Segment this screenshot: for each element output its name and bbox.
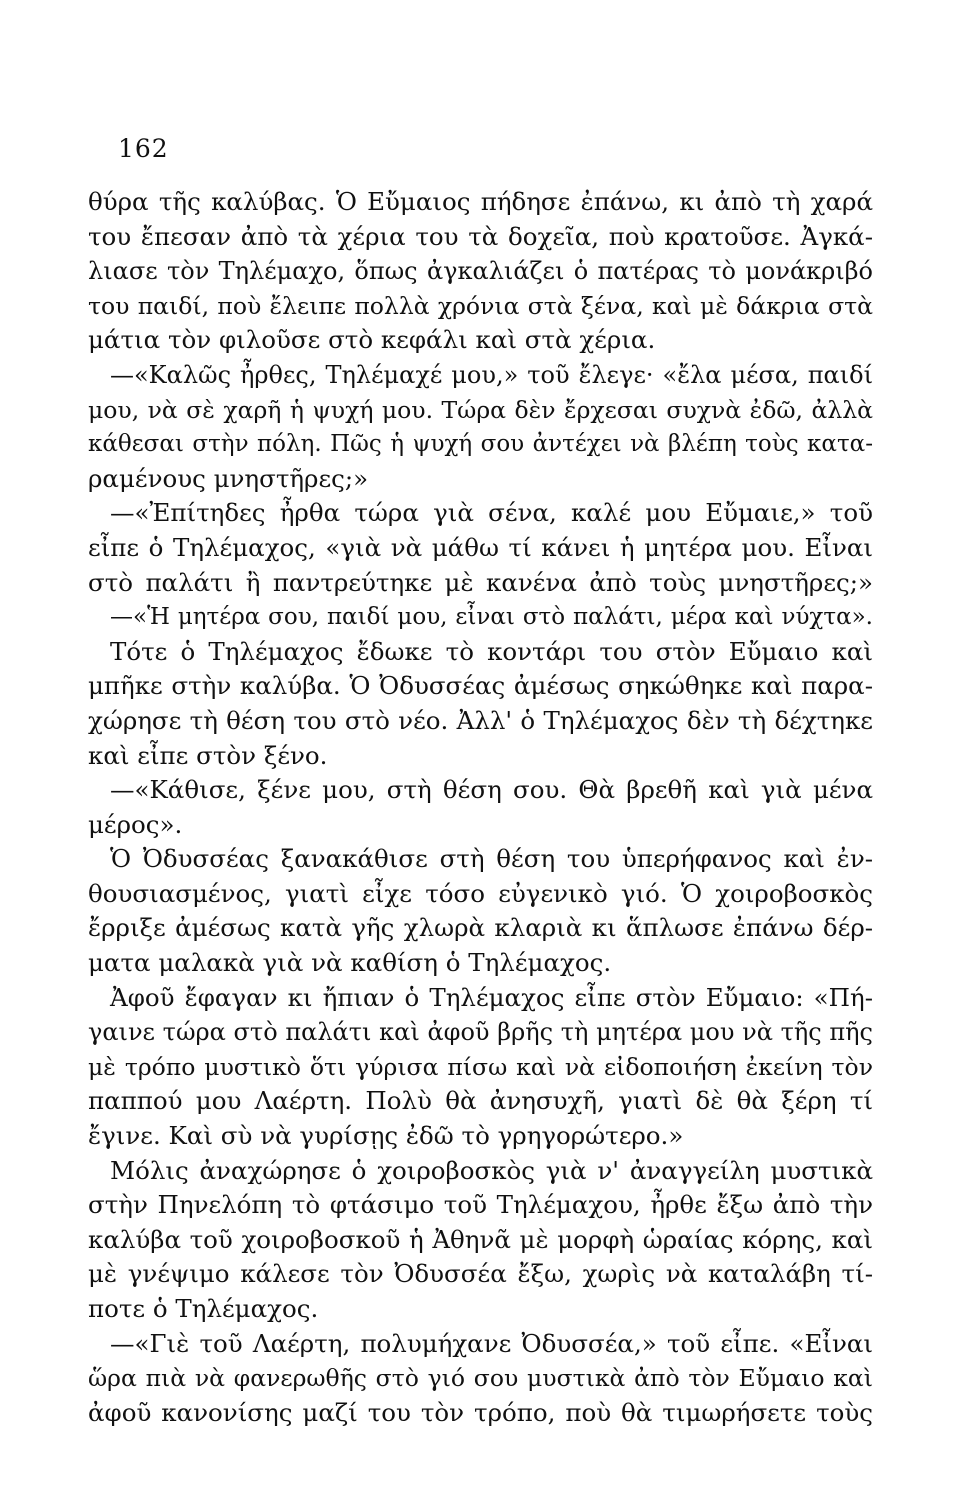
text-line: του ἔπεσαν ἀπὸ τὰ χέρια του τὰ δοχεῖα, ποὺ κρατοῦσε. Ἀγκά- bbox=[88, 221, 873, 251]
text-line: ποτε ὁ Τηλέμαχος. bbox=[88, 1294, 319, 1323]
text-line: χώρησε τὴ θέση του στὸ νέο. Ἀλλ' ὁ Τηλέμαχος δὲν τὴ δέχτηκε bbox=[88, 705, 873, 735]
text-line: καλύβα τοῦ χοιροβοσκοῦ ἡ Ἀθηνᾶ μὲ μορφὴ ὡραίας κόρης, καὶ bbox=[88, 1224, 873, 1254]
text-line: Μόλις ἀναχώρησε ὁ χοιροβοσκὸς γιὰ ν' ἀναγγείλη μυστικὰ bbox=[110, 1155, 873, 1185]
text-line: Ὁ Ὀδυσσέας ξανακάθισε στὴ θέση του ὑπερήφανος καὶ ἐν- bbox=[110, 844, 873, 874]
text-line: —«Καλῶς ἦρθες, Τηλέμαχέ μου,» τοῦ ἔλεγε· «ἔλα μέσα, παιδί bbox=[110, 360, 873, 389]
text-line: ἔρριξε ἀμέσως κατὰ γῆς χλωρὰ κλαριὰ κι ἅπλωσε ἐπάνω δέρ- bbox=[88, 913, 873, 943]
text-line: θύρα τῆς καλύβας. Ὁ Εὔμαιος πήδησε ἐπάνω, κι ἀπὸ τὴ χαρά bbox=[88, 187, 873, 216]
text-line: στὸ παλάτι ἢ παντρεύτηκε μὲ κανένα ἀπὸ τοὺς μνηστῆρες;» bbox=[88, 567, 873, 597]
text-line: καὶ εἶπε στὸν ξένο. bbox=[88, 740, 328, 770]
page-number: 162 bbox=[118, 134, 169, 163]
text-line: ραμένους μνηστῆρες;» bbox=[88, 463, 369, 493]
text-line: —«Κάθισε, ξένε μου, στὴ θέση σου. Θὰ βρεθῆ καὶ γιὰ μένα bbox=[110, 775, 873, 805]
text-line: —«Γιὲ τοῦ Λαέρτη, πολυμήχανε Ὀδυσσέα,» τοῦ εἶπε. «Εἶναι bbox=[110, 1328, 873, 1358]
text-line: παππού μου Λαέρτη. Πολὺ θὰ ἀνησυχῆ, γιατὶ δὲ θὰ ξέρη τί bbox=[88, 1086, 873, 1116]
text-line: Ἀφοῦ ἔφαγαν κι ἤπιαν ὁ Τηλέμαχος εἶπε στὸν Εὔμαιο: «Πή- bbox=[110, 982, 873, 1012]
text-line: ὥρα πιὰ νὰ φανερωθῆς στὸ γιό σου μυστικὰ ἀπὸ τὸν Εὔμαιο καὶ bbox=[88, 1364, 873, 1393]
text-line: μάτια τὸν φιλοῦσε στὸ κεφάλι καὶ στὰ χέρια. bbox=[88, 325, 656, 355]
text-line: κάθεσαι στὴν πόλη. Πῶς ἡ ψυχή σου ἀντέχει νὰ βλέπη τοὺς κατα- bbox=[88, 431, 873, 458]
text-line: —«Ἐπίτηδες ἦρθα τώρα γιὰ σένα, καλέ μου Εὔμαιε,» τοῦ bbox=[110, 498, 873, 528]
text-line: λιασε τὸν Τηλέμαχο, ὅπως ἀγκαλιάζει ὁ πατέρας τὸ μονάκριβό bbox=[88, 257, 873, 286]
text-line: μὲ γνέψιμο κάλεσε τὸν Ὀδυσσέα ἔξω, χωρὶς νὰ καταλάβη τί- bbox=[88, 1259, 873, 1289]
text-line: γαινε τώρα στὸ παλάτι καὶ ἀφοῦ βρῆς τὴ μητέρα μου νὰ τῆς πῆς bbox=[88, 1018, 873, 1047]
text-line: στὴν Πηνελόπη τὸ φτάσιμο τοῦ Τηλέμαχου, ἦρθε ἔξω ἀπὸ τὴν bbox=[88, 1190, 873, 1220]
text-line: εἶπε ὁ Τηλέμαχος, «γιὰ νὰ μάθω τί κάνει ἡ μητέρα μου. Εἶναι bbox=[88, 532, 873, 562]
text-line: ἔγινε. Καὶ σὺ νὰ γυρίσῃς ἐδῶ τὸ γρηγορώτερο.» bbox=[88, 1121, 684, 1151]
text-line: —«Ἡ μητέρα σου, παιδί μου, εἶναι στὸ παλάτι, μέρα καὶ νύχτα». bbox=[110, 604, 873, 631]
text-line: ἀφοῦ κανονίσης μαζί του τὸν τρόπο, ποὺ θὰ τιμωρήσετε τοὺς bbox=[88, 1397, 873, 1427]
text-line: Τότε ὁ Τηλέμαχος ἔδωκε τὸ κοντάρι του στὸν Εὔμαιο καὶ bbox=[110, 636, 873, 666]
text-line: μὲ τρόπο μυστικὸ ὅτι γύρισα πίσω καὶ νὰ εἰδοποιήση ἐκείνη τὸν bbox=[88, 1052, 873, 1081]
body-text bbox=[88, 185, 873, 1430]
text-line: μπῆκε στὴν καλύβα. Ὁ Ὀδυσσέας ἀμέσως σηκώθηκε καὶ παρα- bbox=[88, 671, 873, 701]
text-line: του παιδί, ποὺ ἔλειπε πολλὰ χρόνια στὰ ξένα, καὶ μὲ δάκρια στὰ bbox=[88, 291, 873, 320]
text-line: ματα μαλακὰ γιὰ νὰ καθίση ὁ Τηλέμαχος. bbox=[88, 948, 612, 978]
text-line: μου, νὰ σὲ χαρῆ ἡ ψυχή μου. Τώρα δὲν ἔρχεσαι συχνὰ ἐδῶ, ἀλλὰ bbox=[88, 395, 873, 424]
text-line: θουσιασμένος, γιατὶ εἶχε τόσο εὐγενικὸ γιό. Ὁ χοιροβοσκὸς bbox=[88, 878, 873, 908]
text-line: μέρος». bbox=[88, 809, 183, 839]
